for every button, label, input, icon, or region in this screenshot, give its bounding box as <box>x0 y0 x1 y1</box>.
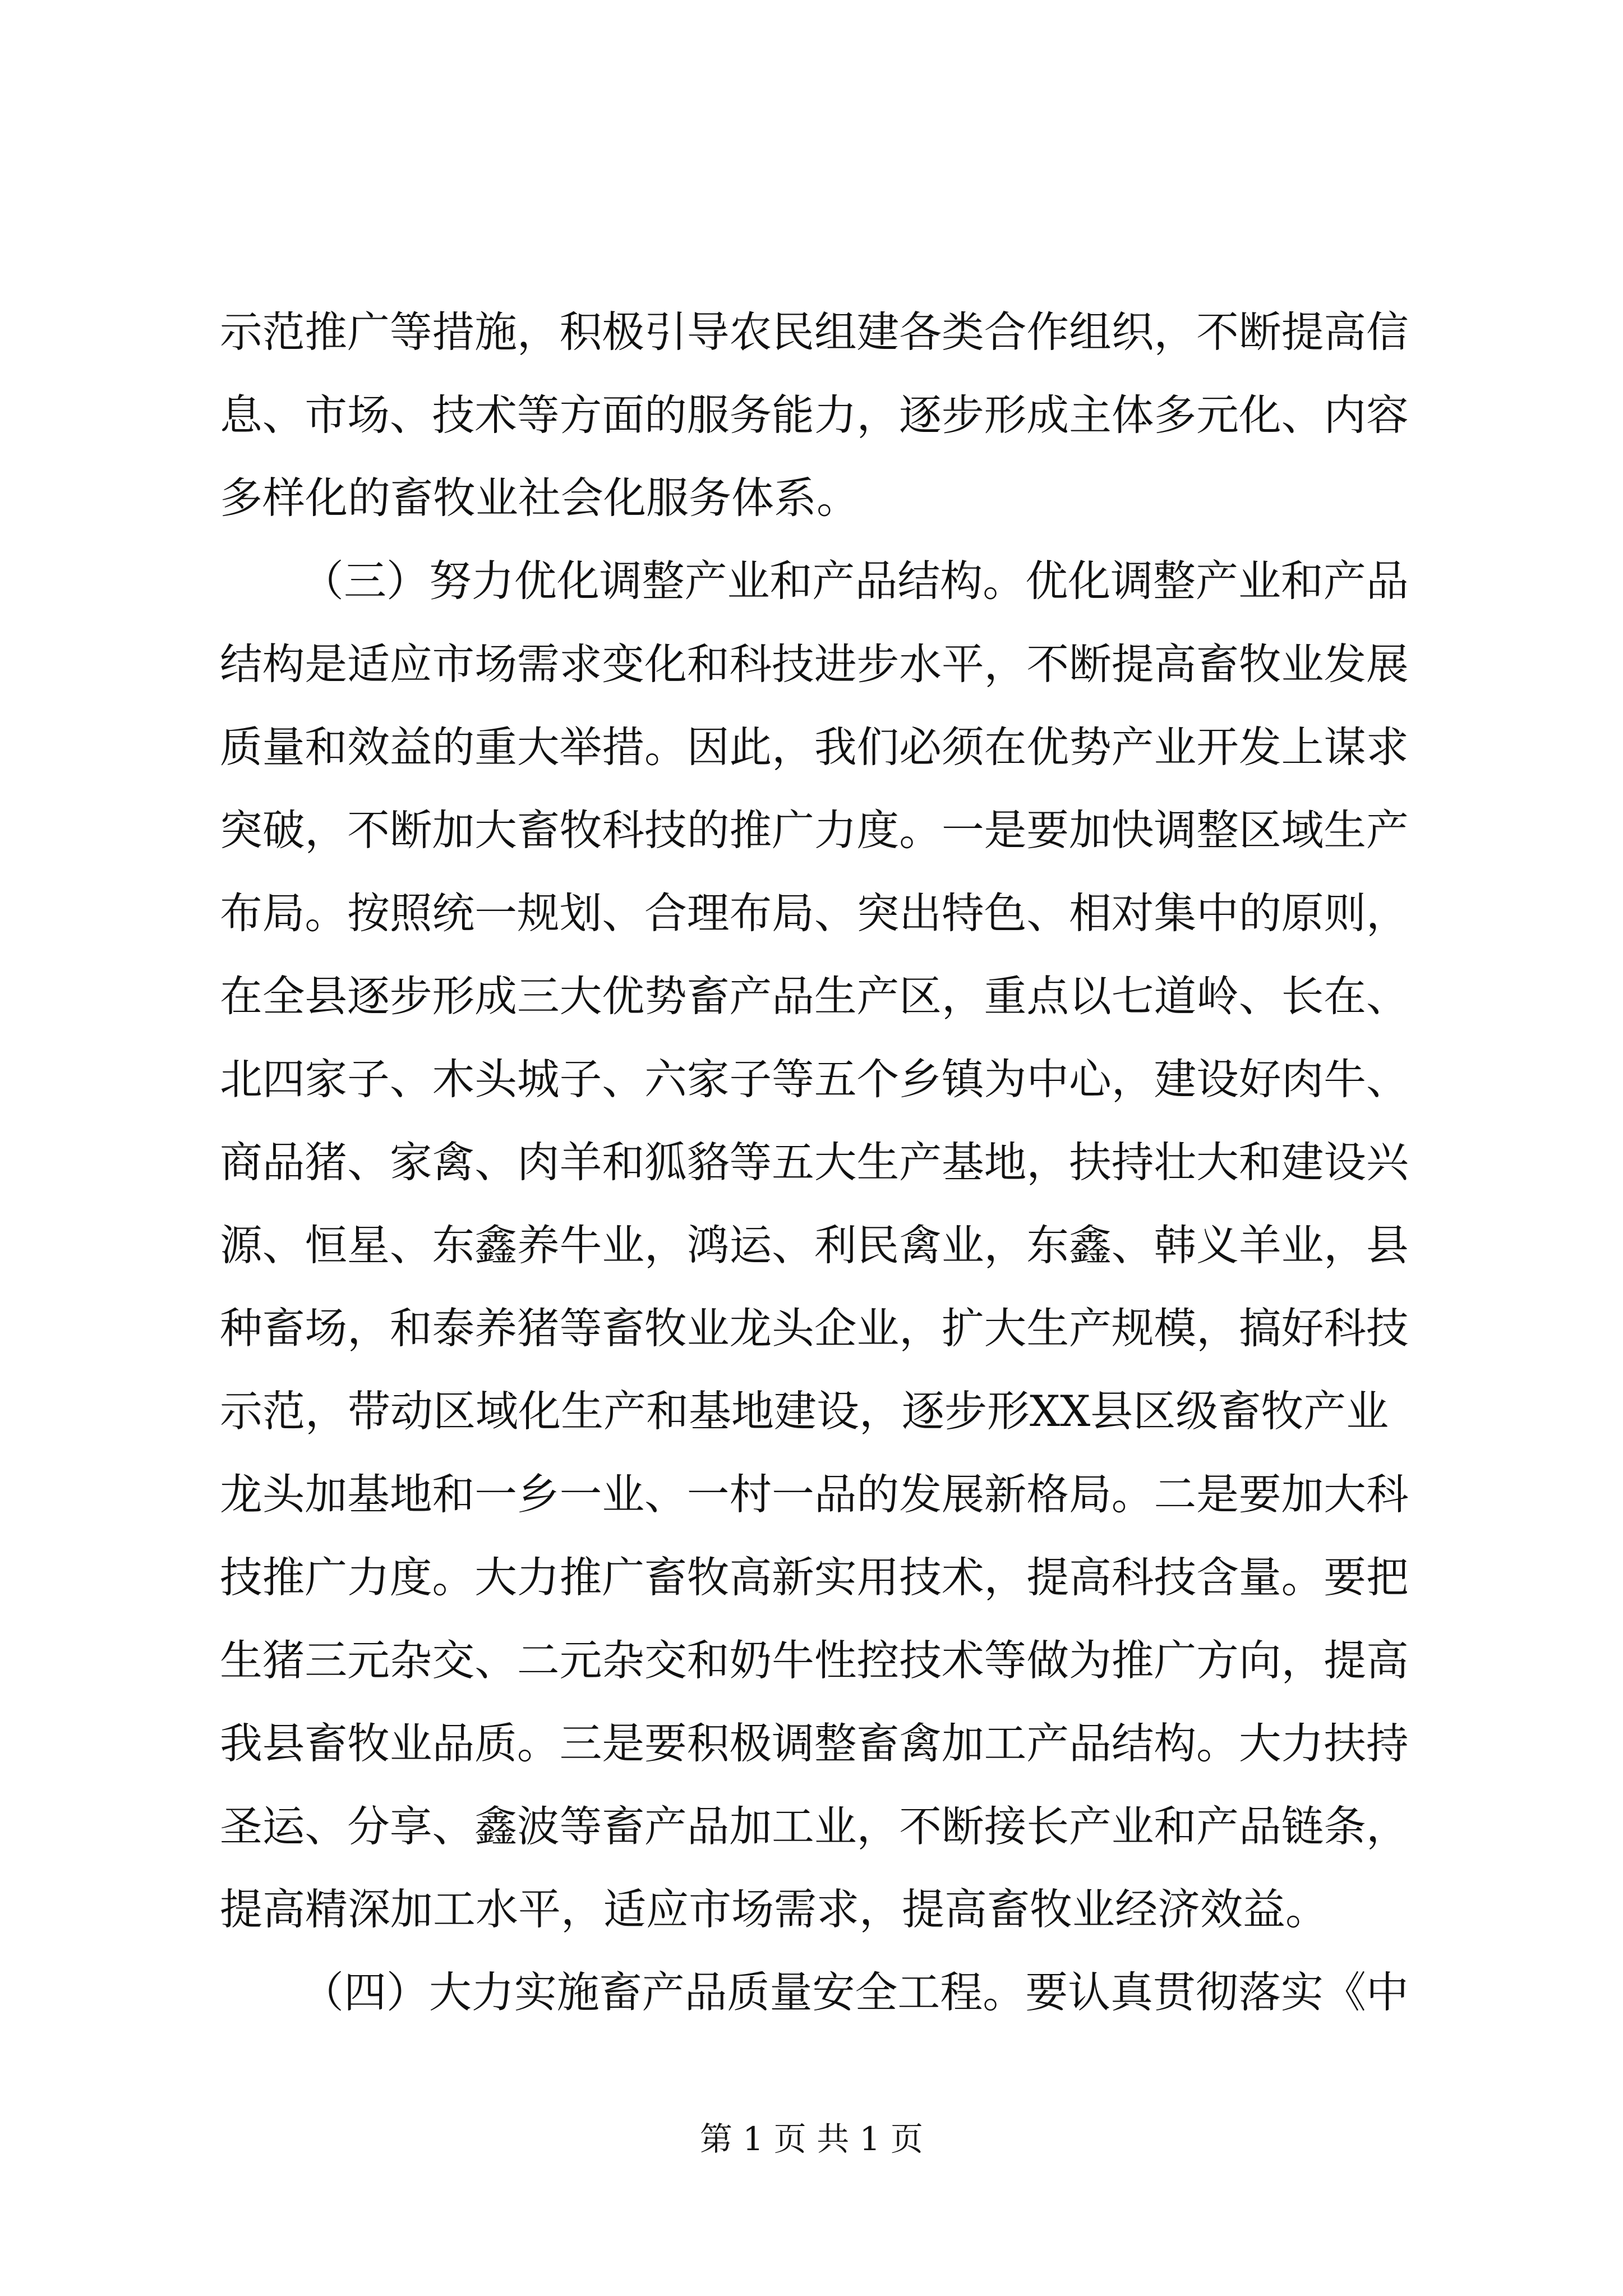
body-line: 提高精深加工水平，适应市场需求，提高畜牧业经济效益。 <box>220 1884 1328 1934</box>
body-line: 商品猪、家禽、肉羊和狐貉等五大生产基地，扶持壮大和建设兴 <box>220 1138 1409 1187</box>
body-line: 示范推广等措施，积极引导农民组建各类合作组织，不断提高信 <box>220 307 1409 357</box>
body-line: 圣运、分享、鑫波等畜产品加工业，不断接长产业和产品链条， <box>220 1802 1409 1851</box>
body-line: 我县畜牧业品质。三是要积极调整畜禽加工产品结构。大力扶持 <box>220 1719 1409 1768</box>
body-line: 布局。按照统一规划、合理布局、突出特色、相对集中的原则， <box>220 889 1409 938</box>
body-line: 示范，带动区域化生产和基地建设，逐步形XX县区级畜牧产业 <box>220 1386 1389 1436</box>
body-line: 生猪三元杂交、二元杂交和奶牛性控技术等做为推广方向，提高 <box>220 1636 1409 1685</box>
body-line: 多样化的畜牧业社会化服务体系。 <box>220 473 859 523</box>
page-footer: 第 1 页 共 1 页 <box>700 2120 923 2158</box>
body-line: 质量和效益的重大举措。因此，我们必须在优势产业开发上谋求 <box>220 723 1409 772</box>
body-line: 结构是适应市场需求变化和科技进步水平，不断提高畜牧业发展 <box>220 639 1409 689</box>
body-line: 种畜场，和泰养猪等畜牧业龙头企业，扩大生产规模，搞好科技 <box>220 1304 1409 1353</box>
body-line: 北四家子、木头城子、六家子等五个乡镇为中心，建设好肉牛、 <box>220 1055 1409 1104</box>
body-line: 源、恒星、东鑫养牛业，鸿运、利民禽业，东鑫、韩义羊业，县 <box>220 1221 1409 1270</box>
body-line: 突破，不断加大畜牧科技的推广力度。一是要加快调整区域生产 <box>220 806 1409 855</box>
section-heading-line: （三）努力优化调整产业和产品结构。优化调整产业和产品 <box>301 556 1409 606</box>
section-heading-line: （四）大力实施畜产品质量安全工程。要认真贯彻落实《中 <box>301 1967 1409 2017</box>
body-line: 技推广力度。大力推广畜牧高新实用技术，提高科技含量。要把 <box>220 1553 1409 1602</box>
body-line: 在全县逐步形成三大优势畜产品生产区，重点以七道岭、长在、 <box>220 972 1409 1021</box>
body-line: 息、市场、技术等方面的服务能力，逐步形成主体多元化、内容 <box>220 390 1409 440</box>
body-line: 龙头加基地和一乡一业、一村一品的发展新格局。二是要加大科 <box>220 1470 1409 1519</box>
